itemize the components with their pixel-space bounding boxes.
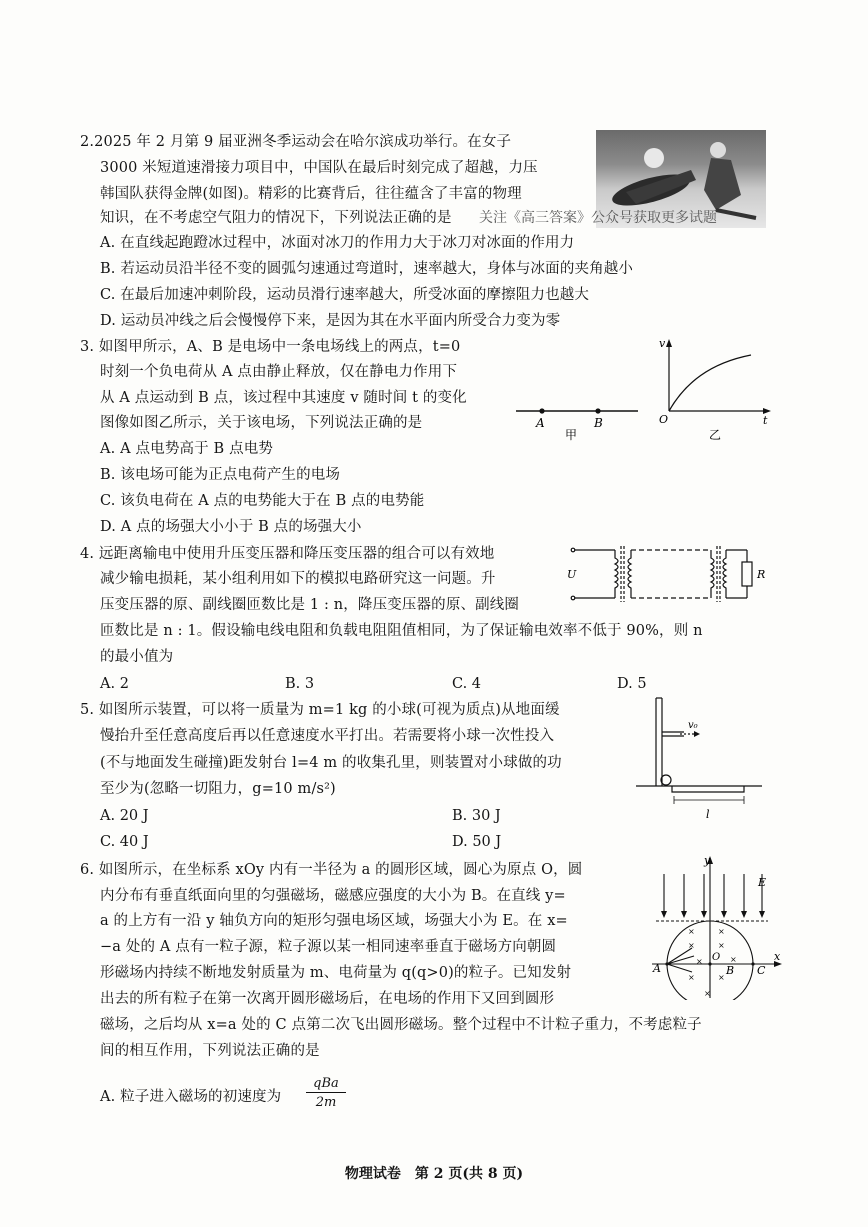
- q5-option-c: C. 40 J: [100, 834, 149, 850]
- q2-stem-line-4: 知识，在不考虑空气阻力的情况下，下列说法正确的是: [100, 210, 452, 226]
- q2-option-c: C. 在最后加速冲刺阶段，运动员滑行速率越大，所受冰面的摩擦阻力也越大: [100, 287, 590, 303]
- q3-stem-line-2: 时刻一个负电荷从 A 点由静止释放，仅在静电力作用下: [100, 364, 458, 380]
- velocity-curve: [669, 355, 751, 411]
- q2-option-b: B. 若运动员沿半径不变的圆弧匀速通过弯道时，速率越大，身体与冰面的夹角越小: [100, 261, 634, 277]
- q4-circuit-figure: [565, 540, 770, 610]
- svg-text:×: ×: [718, 973, 725, 982]
- axis-y-label: y: [704, 854, 711, 867]
- origin-o-label: O: [712, 952, 721, 963]
- q5-option-a: A. 20 J: [100, 808, 149, 824]
- svg-text:×: ×: [696, 957, 703, 966]
- axis-x-label: x: [774, 950, 781, 963]
- point-b-label: B: [594, 416, 603, 430]
- origin-label: O: [659, 413, 669, 426]
- distance-l-label: l: [706, 808, 710, 821]
- q4-option-c: C. 4: [452, 676, 482, 692]
- q6-option-a: A. 粒子进入磁场的初速度为: [100, 1089, 282, 1105]
- q6-stem-line-1: 6. 如图所示，在坐标系 xOy 内有一半径为 a 的圆形区域，圆心为原点 O，圆: [80, 862, 583, 878]
- watermark-text: 关注《高三答案》公众号获取更多试题: [479, 210, 717, 226]
- q3-figure-yi: [655, 335, 775, 445]
- q6-stem-line-5: 形磁场内持续不断地发射质量为 m、电荷量为 q(q>0)的粒子。已知发射: [100, 965, 572, 981]
- svg-text:×: ×: [718, 941, 725, 950]
- field-b-label: B: [726, 964, 735, 977]
- q3-stem-line-4: 图像如图乙所示，关于该电场，下列说法正确的是: [100, 415, 423, 431]
- page-footer: 物理试卷 第 2 页(共 8 页): [344, 1166, 524, 1182]
- q3-stem-line-1: 3. 如图甲所示，A、B 是电场中一条电场线上的两点，t=0: [80, 339, 461, 355]
- figure-yi-caption: 乙: [709, 428, 722, 442]
- q5-stem-line-4: 至少为(忽略一切阻力，g=10 m/s²): [100, 781, 336, 797]
- q4-option-a: A. 2: [100, 676, 129, 692]
- q2-option-d: D. 运动员冲线之后会慢慢停下来，是因为其在水平面内所受合力变为零: [100, 313, 561, 329]
- q3-option-a: A. A 点电势高于 B 点电势: [100, 441, 274, 457]
- q4-stem-line-5: 的最小值为: [100, 649, 174, 665]
- q3-option-d: D. A 点的场强大小小于 B 点的场强大小: [100, 519, 362, 535]
- q6-stem-line-8: 间的相互作用，下列说法正确的是: [100, 1043, 320, 1059]
- svg-text:×: ×: [688, 941, 695, 950]
- axis-v-label: v: [659, 337, 666, 350]
- q4-stem-line-1: 4. 远距离输电中使用升压变压器和降压变压器的组合可以有效地: [80, 546, 495, 562]
- q2-stem-line-1: 2.2025 年 2 月第 9 届亚洲冬季运动会在哈尔滨成功举行。在女子: [80, 134, 512, 150]
- q3-option-b: B. 该电场可能为正点电荷产生的电场: [100, 467, 341, 483]
- svg-text:×: ×: [688, 927, 695, 936]
- field-e-label: E: [758, 876, 767, 889]
- q6-stem-line-7: 磁场，之后均从 x=a 处的 C 点第二次飞出圆形磁场。整个过程中不计粒子重力，不考虑粒子: [100, 1017, 702, 1033]
- q5-stem-line-3: (不与地面发生碰撞)距发射台 l=4 m 的收集孔里，则装置对小球做的功: [100, 755, 562, 771]
- q4-stem-line-3: 压变压器的原、副线圈匝数比是 1 : n，降压变压器的原、副线圈: [100, 597, 520, 613]
- q5-launcher-figure: [636, 694, 766, 822]
- q3-figure-jia: [512, 395, 642, 445]
- q3-option-c: C. 该负电荷在 A 点的电势能大于在 B 点的电势能: [100, 493, 425, 509]
- resistor-r-label: R: [757, 568, 766, 581]
- v0-label: v₀: [688, 720, 698, 731]
- q5-option-b: B. 30 J: [452, 808, 501, 824]
- svg-text:×: ×: [718, 927, 725, 936]
- voltage-u-label: U: [567, 568, 577, 581]
- q6-field-figure: [648, 852, 788, 1000]
- q5-stem-line-1: 5. 如图所示装置，可以将一质量为 m=1 kg 的小球(可视为质点)从地面缓: [80, 702, 560, 718]
- q6-stem-line-3: a 的上方有一沿 y 轴负方向的矩形匀强电场区域，场强大小为 E。在 x=: [100, 913, 568, 929]
- q3-stem-line-3: 从 A 点运动到 B 点，该过程中其速度 v 随时间 t 的变化: [100, 390, 467, 406]
- axis-t-label: t: [763, 414, 768, 427]
- svg-text:×: ×: [730, 955, 737, 964]
- q6-stem-line-6: 出去的所有粒子在第一次离开圆形磁场后，在电场的作用下又回到圆形: [100, 991, 555, 1007]
- q4-option-d: D. 5: [617, 676, 647, 692]
- q6-stem-line-4: −a 处的 A 点有一粒子源，粒子源以某一相同速率垂直于磁场方向朝圆: [100, 939, 557, 955]
- q6-option-a-numerator: qBa: [306, 1076, 346, 1093]
- q6-option-a-denominator: 2m: [315, 1095, 337, 1110]
- q5-option-d: D. 50 J: [452, 834, 502, 850]
- svg-text:×: ×: [704, 989, 711, 998]
- q2-stem-line-2: 3000 米短道速滑接力项目中，中国队在最后时刻完成了超越，力压: [100, 160, 538, 176]
- q4-option-b: B. 3: [285, 676, 315, 692]
- q6-stem-line-2: 内分布有垂直纸面向里的匀强磁场，磁感应强度的大小为 B。在直线 y=: [100, 888, 566, 904]
- q4-stem-line-4: 匝数比是 n : 1。假设输电线电阻和负载电阻阻值相同，为了保证输电效率不低于 90%，则 n: [100, 623, 703, 639]
- q4-stem-line-2: 减少输电损耗，某小组利用如下的模拟电路研究这一问题。升: [100, 571, 496, 587]
- q5-stem-line-2: 慢抬升至任意高度后再以任意速度水平打出。若需要将小球一次性投入: [100, 728, 555, 744]
- point-a-label: A: [653, 962, 661, 975]
- point-a-label: A: [536, 416, 545, 430]
- svg-text:×: ×: [688, 973, 695, 982]
- q2-option-a: A. 在直线起跑蹬冰过程中，冰面对冰刀的作用力大于冰刀对冰面的作用力: [100, 235, 575, 251]
- q2-stem-line-3: 韩国队获得金牌(如图)。精彩的比赛背后，往往蕴含了丰富的物理: [100, 186, 522, 202]
- point-c-label: C: [757, 964, 766, 977]
- figure-jia-caption: 甲: [565, 428, 578, 442]
